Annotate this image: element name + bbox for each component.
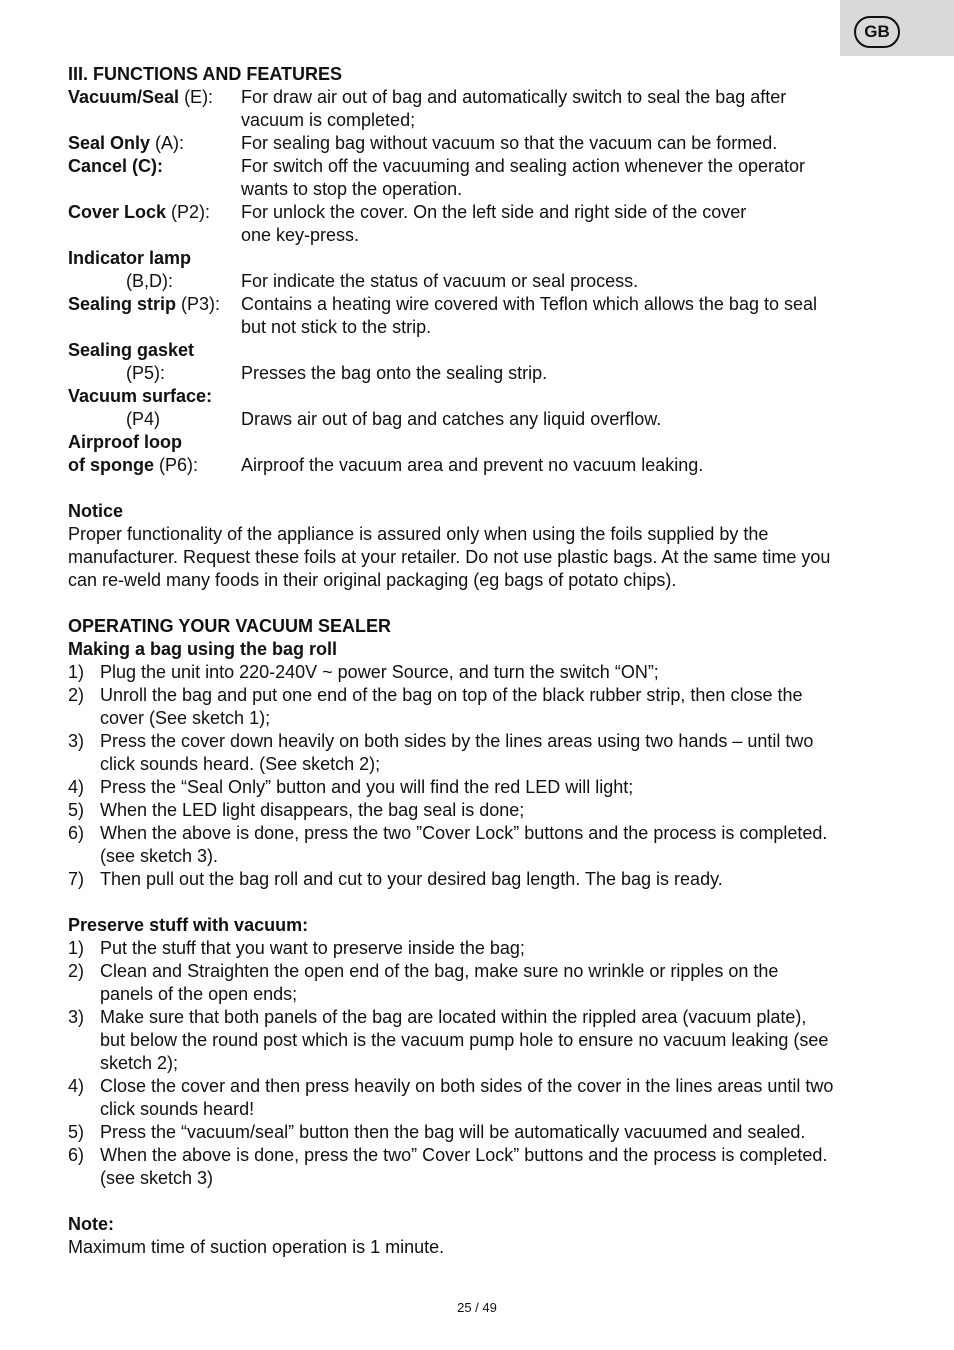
preserve-heading: Preserve stuff with vacuum: bbox=[68, 915, 309, 935]
feature-code: (B,D): bbox=[126, 271, 173, 291]
feature-desc: vacuum is completed; bbox=[241, 110, 416, 130]
feature-sealing-strip bbox=[68, 293, 888, 339]
list-text: click sounds heard. (See sketch 2); bbox=[100, 754, 381, 774]
operating-heading: OPERATING YOUR VACUUM SEALER bbox=[68, 616, 392, 636]
list-text: Unroll the bag and put one end of the bag on top of the black rubber strip, then close the bbox=[100, 685, 803, 705]
feature-sealing-gasket bbox=[68, 339, 888, 385]
feature-cancel bbox=[68, 155, 888, 201]
feature-term: Vacuum/Seal bbox=[68, 87, 180, 107]
list-number: 2) bbox=[68, 685, 85, 705]
feature-desc: one key-press. bbox=[241, 225, 360, 245]
list-number: 3) bbox=[68, 1007, 85, 1027]
list-item bbox=[68, 799, 888, 822]
feature-term: Indicator lamp bbox=[68, 248, 192, 268]
list-text: When the above is done, press the two ”Cover Lock” buttons and the process is completed. bbox=[100, 823, 828, 843]
feature-term: Vacuum surface: bbox=[68, 386, 213, 406]
feature-code: (P4) bbox=[126, 409, 161, 429]
list-item bbox=[68, 1075, 888, 1121]
feature-desc: For draw air out of bag and automatically switch to seal the bag after bbox=[241, 87, 787, 107]
feature-code: (P6): bbox=[154, 455, 199, 475]
list-number: 2) bbox=[68, 961, 85, 981]
list-text: Press the “Seal Only” button and you will find the red LED will light; bbox=[100, 777, 634, 797]
feature-indicator-lamp bbox=[68, 247, 888, 293]
list-text: (see sketch 3) bbox=[100, 1168, 214, 1188]
list-item bbox=[68, 1121, 888, 1144]
feature-cover-lock bbox=[68, 201, 888, 247]
list-text: Plug the unit into 220-240V ~ power Source, and turn the switch “ON”; bbox=[100, 662, 659, 682]
list-number: 3) bbox=[68, 731, 85, 751]
list-text: Then pull out the bag roll and cut to your desired bag length. The bag is ready. bbox=[100, 869, 723, 889]
feature-term: Airproof loop bbox=[68, 432, 182, 452]
list-item bbox=[68, 960, 888, 1006]
feature-term: Sealing gasket bbox=[68, 340, 195, 360]
list-text: click sounds heard! bbox=[100, 1099, 255, 1119]
list-number: 1) bbox=[68, 938, 85, 958]
list-text: When the LED light disappears, the bag seal is done; bbox=[100, 800, 525, 820]
list-number: 5) bbox=[68, 800, 85, 820]
feature-code: (P5): bbox=[126, 363, 166, 383]
feature-desc: wants to stop the operation. bbox=[241, 179, 463, 199]
list-text: Put the stuff that you want to preserve inside the bag; bbox=[100, 938, 525, 958]
feature-airproof-loop bbox=[68, 431, 888, 477]
feature-term: of sponge bbox=[68, 455, 154, 475]
list-number: 4) bbox=[68, 1076, 85, 1096]
list-item bbox=[68, 661, 888, 684]
list-number: 4) bbox=[68, 777, 85, 797]
feature-code: (P2): bbox=[166, 202, 211, 222]
feature-code: (P3): bbox=[176, 294, 221, 314]
list-text: panels of the open ends; bbox=[100, 984, 298, 1004]
list-number: 6) bbox=[68, 1145, 85, 1165]
feature-desc: but not stick to the strip. bbox=[241, 317, 432, 337]
notice-text: manufacturer. Request these foils at your retailer. Do not use plastic bags. At the same time you bbox=[68, 547, 831, 567]
list-text: Close the cover and then press heavily on both sides of the cover in the lines areas until two bbox=[100, 1076, 834, 1096]
feature-desc: Airproof the vacuum area and prevent no vacuum leaking. bbox=[241, 455, 704, 475]
feature-code: (E): bbox=[179, 87, 214, 107]
feature-desc: For sealing bag without vacuum so that the vacuum can be formed. bbox=[241, 133, 778, 153]
list-item bbox=[68, 776, 888, 799]
list-item bbox=[68, 1144, 888, 1190]
functions-heading: III. FUNCTIONS AND FEATURES bbox=[68, 64, 342, 84]
language-tab bbox=[840, 0, 954, 56]
list-text: but below the round post which is the vacuum pump hole to ensure no vacuum leaking (see bbox=[100, 1030, 829, 1050]
feature-term: Cover Lock bbox=[68, 202, 167, 222]
language-badge: GB bbox=[854, 16, 900, 48]
bag-roll-subheading: Making a bag using the bag roll bbox=[68, 639, 338, 659]
feature-desc: Presses the bag onto the sealing strip. bbox=[241, 363, 548, 383]
feature-vacuum-surface bbox=[68, 385, 888, 431]
list-item bbox=[68, 868, 888, 891]
notice-heading: Notice bbox=[68, 501, 124, 521]
list-text: cover (See sketch 1); bbox=[100, 708, 271, 728]
list-item bbox=[68, 822, 888, 868]
list-text: (see sketch 3). bbox=[100, 846, 219, 866]
list-text: Press the “vacuum/seal” button then the bag will be automatically vacuumed and sealed. bbox=[100, 1122, 806, 1142]
feature-desc: Contains a heating wire covered with Teflon which allows the bag to seal bbox=[241, 294, 817, 314]
list-text: Press the cover down heavily on both sides by the lines areas using two hands – until two bbox=[100, 731, 814, 751]
page-content bbox=[68, 63, 888, 1259]
list-number: 7) bbox=[68, 869, 85, 889]
list-number: 6) bbox=[68, 823, 85, 843]
note-text: Maximum time of suction operation is 1 minute. bbox=[68, 1237, 445, 1257]
list-number: 1) bbox=[68, 662, 85, 682]
list-number: 5) bbox=[68, 1122, 85, 1142]
feature-desc: For indicate the status of vacuum or seal process. bbox=[241, 271, 639, 291]
notice-text: can re-weld many foods in their original packaging (eg bags of potato chips). bbox=[68, 570, 677, 590]
list-item bbox=[68, 937, 888, 960]
feature-desc: For unlock the cover. On the left side and right side of the cover bbox=[241, 202, 747, 222]
list-item bbox=[68, 684, 888, 730]
feature-term: Seal Only bbox=[68, 133, 151, 153]
list-text: When the above is done, press the two” Cover Lock” buttons and the process is completed. bbox=[100, 1145, 828, 1165]
list-text: sketch 2); bbox=[100, 1053, 179, 1073]
notice-text: Proper functionality of the appliance is assured only when using the foils supplied by the bbox=[68, 524, 769, 544]
list-item bbox=[68, 1006, 888, 1075]
list-text: Clean and Straighten the open end of the bag, make sure no wrinkle or ripples on the bbox=[100, 961, 779, 981]
feature-seal-only bbox=[68, 132, 888, 155]
feature-desc: Draws air out of bag and catches any liquid overflow. bbox=[241, 409, 662, 429]
note-heading: Note: bbox=[68, 1214, 114, 1234]
page-number: 25 / 49 bbox=[457, 1300, 497, 1315]
feature-desc: For switch off the vacuuming and sealing action whenever the operator bbox=[241, 156, 805, 176]
feature-code: (A): bbox=[150, 133, 185, 153]
feature-term: Sealing strip bbox=[68, 294, 177, 314]
list-item bbox=[68, 730, 888, 776]
feature-term: Cancel (C): bbox=[68, 156, 164, 176]
feature-vacuum-seal bbox=[68, 86, 888, 132]
list-text: Make sure that both panels of the bag are located within the rippled area (vacuum plate), bbox=[100, 1007, 807, 1027]
